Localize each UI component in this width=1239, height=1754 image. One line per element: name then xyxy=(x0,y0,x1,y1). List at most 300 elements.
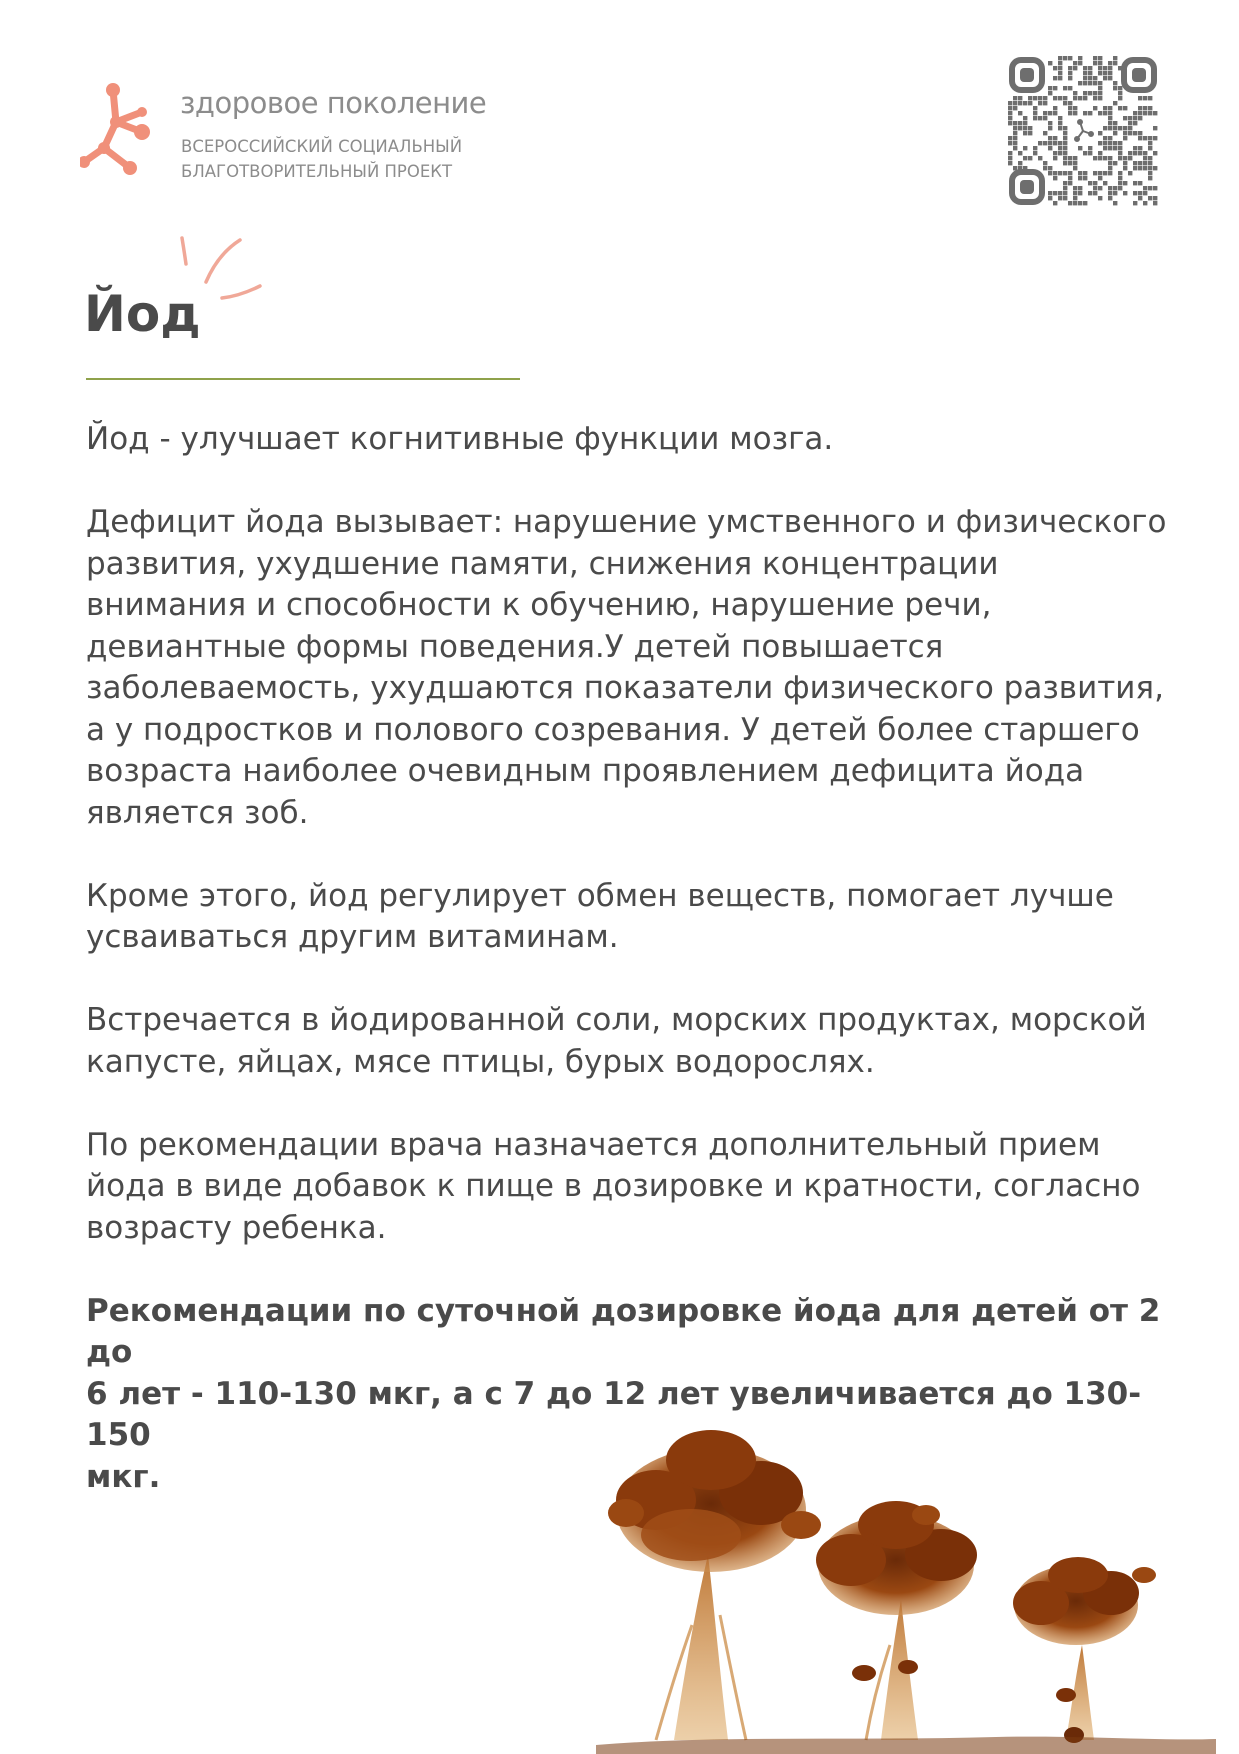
qr-module xyxy=(1098,96,1102,100)
qr-module xyxy=(1093,181,1097,185)
qr-module xyxy=(1118,146,1122,150)
qr-module xyxy=(1073,156,1077,160)
qr-module xyxy=(1118,96,1122,100)
qr-module xyxy=(1068,76,1072,80)
qr-module xyxy=(1108,146,1112,150)
qr-module xyxy=(1048,86,1052,90)
qr-module xyxy=(1073,161,1077,165)
qr-module xyxy=(1093,56,1097,60)
qr-module xyxy=(1113,81,1117,85)
qr-module xyxy=(1058,171,1062,175)
qr-module xyxy=(1053,66,1057,70)
qr-module xyxy=(1118,141,1122,145)
qr-module xyxy=(1113,101,1117,105)
qr-module xyxy=(1063,126,1067,130)
qr-module xyxy=(1043,111,1047,115)
qr-module xyxy=(1138,181,1142,185)
qr-module xyxy=(1053,136,1057,140)
qr-module xyxy=(1113,161,1117,165)
qr-module xyxy=(1133,111,1137,115)
qr-module xyxy=(1108,76,1112,80)
qr-module xyxy=(1023,121,1027,125)
qr-module xyxy=(1048,61,1052,65)
qr-module xyxy=(1108,61,1112,65)
qr-module xyxy=(1038,116,1042,120)
qr-module xyxy=(1093,106,1097,110)
qr-module xyxy=(1148,186,1152,190)
qr-module xyxy=(1068,106,1072,110)
qr-module xyxy=(1083,76,1087,80)
qr-module xyxy=(1088,81,1092,85)
logo-subtitle-line-1: ВСЕРОССИЙСКИЙ СОЦИАЛЬНЫЙ xyxy=(181,137,463,156)
qr-module xyxy=(1148,106,1152,110)
qr-module xyxy=(1063,151,1067,155)
qr-module xyxy=(1078,81,1082,85)
qr-module xyxy=(1048,111,1052,115)
qr-module xyxy=(1053,201,1057,205)
qr-module xyxy=(1098,61,1102,65)
qr-module xyxy=(1088,76,1092,80)
qr-module xyxy=(1093,96,1097,100)
qr-module xyxy=(1098,66,1102,70)
qr-module xyxy=(1023,156,1027,160)
qr-module xyxy=(1068,181,1072,185)
qr-module xyxy=(1118,126,1122,130)
iodine-drops-in-water-icon xyxy=(596,1405,1216,1754)
qr-module xyxy=(1018,101,1022,105)
qr-module xyxy=(1028,101,1032,105)
qr-module xyxy=(1103,106,1107,110)
qr-module xyxy=(1088,191,1092,195)
qr-module xyxy=(1143,106,1147,110)
qr-module xyxy=(1013,101,1017,105)
qr-module xyxy=(1118,106,1122,110)
qr-module xyxy=(1063,161,1067,165)
qr-module xyxy=(1148,166,1152,170)
qr-module xyxy=(1048,121,1052,125)
qr-module xyxy=(1053,86,1057,90)
qr-module xyxy=(1043,161,1047,165)
qr-module xyxy=(1073,111,1077,115)
qr-module xyxy=(1148,156,1152,160)
qr-module xyxy=(1128,126,1132,130)
qr-module xyxy=(1118,176,1122,180)
qr-module xyxy=(1128,131,1132,135)
qr-module xyxy=(1098,196,1102,200)
qr-module xyxy=(1083,151,1087,155)
qr-module xyxy=(1063,141,1067,145)
qr-module xyxy=(1083,171,1087,175)
qr-module xyxy=(1078,191,1082,195)
qr-code-icon[interactable] xyxy=(1008,56,1158,206)
qr-module xyxy=(1153,201,1157,205)
qr-module xyxy=(1018,96,1022,100)
qr-module xyxy=(1058,56,1062,60)
qr-module xyxy=(1023,146,1027,150)
qr-module xyxy=(1013,126,1017,130)
qr-module xyxy=(1068,176,1072,180)
qr-module xyxy=(1028,131,1032,135)
dosage-recommendation: Рекомендации по суточной дозировке йода для детей от 2 до 6 лет - 110-130 мкг, а с 7 до 12 лет увеличивается до 130-150 мкг. xyxy=(86,1292,1161,1495)
qr-module xyxy=(1113,201,1117,205)
qr-module xyxy=(1008,156,1012,160)
qr-module xyxy=(1118,181,1122,185)
qr-module xyxy=(1058,141,1062,145)
qr-module xyxy=(1058,61,1062,65)
qr-module xyxy=(1083,81,1087,85)
qr-module xyxy=(1138,136,1142,140)
qr-module xyxy=(1143,96,1147,100)
title-divider xyxy=(86,378,520,380)
qr-module xyxy=(1143,191,1147,195)
qr-module xyxy=(1138,96,1142,100)
qr-module xyxy=(1043,131,1047,135)
qr-module xyxy=(1043,141,1047,145)
qr-module xyxy=(1098,176,1102,180)
paragraph-sources: Встречается в йодированной соли, морских продуктах, морской капусте, яйцах, мясе птицы, бурых водорослях. xyxy=(86,1002,1147,1080)
qr-module xyxy=(1063,191,1067,195)
qr-module xyxy=(1093,186,1097,190)
qr-module xyxy=(1053,141,1057,145)
qr-module xyxy=(1033,116,1037,120)
qr-module xyxy=(1153,186,1157,190)
qr-module xyxy=(1053,191,1057,195)
qr-module xyxy=(1078,96,1082,100)
qr-module xyxy=(1073,61,1077,65)
qr-module xyxy=(1133,191,1137,195)
qr-module xyxy=(1063,96,1067,100)
qr-module xyxy=(1138,166,1142,170)
qr-module xyxy=(1083,96,1087,100)
qr-module xyxy=(1133,151,1137,155)
qr-module xyxy=(1108,186,1112,190)
qr-module xyxy=(1123,136,1127,140)
qr-module xyxy=(1068,156,1072,160)
qr-module xyxy=(1093,156,1097,160)
qr-module xyxy=(1103,146,1107,150)
qr-module xyxy=(1088,66,1092,70)
qr-module xyxy=(1113,86,1117,90)
qr-module xyxy=(1023,101,1027,105)
qr-module xyxy=(1148,196,1152,200)
qr-module xyxy=(1038,141,1042,145)
qr-module xyxy=(1078,146,1082,150)
qr-module xyxy=(1093,61,1097,65)
qr-module xyxy=(1018,111,1022,115)
qr-module xyxy=(1148,176,1152,180)
qr-module xyxy=(1043,116,1047,120)
qr-module xyxy=(1073,201,1077,205)
qr-module xyxy=(1148,146,1152,150)
qr-module xyxy=(1068,66,1072,70)
qr-module xyxy=(1098,151,1102,155)
qr-module xyxy=(1093,76,1097,80)
logo-project-name: здоровое поколение xyxy=(180,86,487,120)
qr-module xyxy=(1028,96,1032,100)
paragraph-supplement: По рекомендации врача назначается дополнительный прием йода в виде добавок к пище в дозировке и кратности, согласно возрасту ребенка. xyxy=(86,1126,1141,1246)
qr-module xyxy=(1008,111,1012,115)
qr-module xyxy=(1118,171,1122,175)
qr-module xyxy=(1113,146,1117,150)
qr-module xyxy=(1138,146,1142,150)
qr-module xyxy=(1148,136,1152,140)
qr-module xyxy=(1033,111,1037,115)
qr-module xyxy=(1053,96,1057,100)
qr-module xyxy=(1093,191,1097,195)
paragraph-deficiency: Дефицит йода вызывает: нарушение умственного и физического развития, ухудшение памяти, снижения концентрации внимания и способности к обучению, нарушение речи, девиантные формы поведения.У детей повышается заболеваемость, ухудшаются показатели физического развития, а у подростков и полового созревания. У детей более старшего возраста наиболее очевидным проявлением дефицита йода является зоб. xyxy=(86,504,1167,831)
qr-module xyxy=(1033,96,1037,100)
qr-module xyxy=(1098,71,1102,75)
qr-module xyxy=(1103,141,1107,145)
qr-module xyxy=(1048,196,1052,200)
paragraph-intro: Йод - улучшает когнитивные функции мозга. xyxy=(86,421,834,457)
qr-module xyxy=(1143,186,1147,190)
qr-module xyxy=(1103,76,1107,80)
qr-module xyxy=(1043,166,1047,170)
qr-module xyxy=(1033,106,1037,110)
qr-module xyxy=(1113,191,1117,195)
qr-module xyxy=(1138,196,1142,200)
qr-module xyxy=(1108,161,1112,165)
qr-module xyxy=(1103,71,1107,75)
qr-module xyxy=(1048,91,1052,95)
qr-module xyxy=(1013,121,1017,125)
qr-module xyxy=(1103,171,1107,175)
qr-module xyxy=(1063,196,1067,200)
qr-module xyxy=(1103,111,1107,115)
qr-module xyxy=(1153,196,1157,200)
qr-module xyxy=(1128,156,1132,160)
qr-module xyxy=(1133,146,1137,150)
qr-module xyxy=(1068,111,1072,115)
qr-module xyxy=(1148,96,1152,100)
qr-module xyxy=(1128,151,1132,155)
qr-module xyxy=(1108,196,1112,200)
qr-module xyxy=(1073,106,1077,110)
qr-module xyxy=(1023,131,1027,135)
qr-module xyxy=(1113,61,1117,65)
qr-module xyxy=(1018,161,1022,165)
qr-module xyxy=(1008,161,1012,165)
qr-module xyxy=(1013,141,1017,145)
qr-module xyxy=(1098,131,1102,135)
qr-module xyxy=(1058,66,1062,70)
qr-module xyxy=(1143,156,1147,160)
qr-module xyxy=(1053,151,1057,155)
qr-module xyxy=(1063,156,1067,160)
qr-module xyxy=(1048,166,1052,170)
qr-module xyxy=(1123,191,1127,195)
qr-module xyxy=(1013,146,1017,150)
qr-module xyxy=(1063,146,1067,150)
qr-module xyxy=(1108,106,1112,110)
qr-module xyxy=(1113,186,1117,190)
qr-module xyxy=(1058,146,1062,150)
qr-module xyxy=(1048,191,1052,195)
qr-module xyxy=(1138,106,1142,110)
qr-module xyxy=(1133,181,1137,185)
qr-module xyxy=(1118,151,1122,155)
qr-module xyxy=(1073,191,1077,195)
page-title: Йод xyxy=(84,285,201,343)
qr-module xyxy=(1133,166,1137,170)
qr-module xyxy=(1068,171,1072,175)
qr-module xyxy=(1103,136,1107,140)
qr-module xyxy=(1098,111,1102,115)
molecule-logo-icon xyxy=(80,82,160,182)
qr-module xyxy=(1028,126,1032,130)
qr-module xyxy=(1098,141,1102,145)
qr-module xyxy=(1138,116,1142,120)
qr-module xyxy=(1068,86,1072,90)
qr-module xyxy=(1113,56,1117,60)
qr-module xyxy=(1128,121,1132,125)
qr-module xyxy=(1018,121,1022,125)
qr-module xyxy=(1128,171,1132,175)
qr-module xyxy=(1058,151,1062,155)
qr-module xyxy=(1143,201,1147,205)
qr-module xyxy=(1123,166,1127,170)
qr-module xyxy=(1088,151,1092,155)
qr-module xyxy=(1123,181,1127,185)
qr-module xyxy=(1073,186,1077,190)
qr-module xyxy=(1113,121,1117,125)
qr-module xyxy=(1063,136,1067,140)
qr-module xyxy=(1093,91,1097,95)
qr-module xyxy=(1073,91,1077,95)
qr-module xyxy=(1108,141,1112,145)
qr-module xyxy=(1078,171,1082,175)
qr-module xyxy=(1138,161,1142,165)
qr-module xyxy=(1108,136,1112,140)
qr-module xyxy=(1033,151,1037,155)
qr-module xyxy=(1123,106,1127,110)
qr-module xyxy=(1018,151,1022,155)
qr-module xyxy=(1098,56,1102,60)
qr-module xyxy=(1088,71,1092,75)
qr-module xyxy=(1038,101,1042,105)
qr-module xyxy=(1078,186,1082,190)
qr-module xyxy=(1008,151,1012,155)
qr-module xyxy=(1118,86,1122,90)
qr-module xyxy=(1058,116,1062,120)
qr-module xyxy=(1063,186,1067,190)
qr-module xyxy=(1153,166,1157,170)
qr-module xyxy=(1068,71,1072,75)
qr-module xyxy=(1108,111,1112,115)
qr-module xyxy=(1078,61,1082,65)
qr-module xyxy=(1133,131,1137,135)
paragraph-metabolism: Кроме этого, йод регулирует обмен веществ, помогает лучше усваиваться другим витаминам. xyxy=(86,877,1114,955)
qr-module xyxy=(1053,76,1057,80)
logo-subtitle-line-2: БЛАГОТВОРИТЕЛЬНЫЙ ПРОЕКТ xyxy=(181,162,453,181)
qr-module xyxy=(1038,156,1042,160)
qr-module xyxy=(1143,136,1147,140)
qr-module xyxy=(1108,71,1112,75)
qr-module xyxy=(1068,56,1072,60)
qr-module xyxy=(1153,111,1157,115)
qr-module xyxy=(1123,116,1127,120)
qr-module xyxy=(1153,136,1157,140)
qr-module xyxy=(1083,91,1087,95)
qr-module xyxy=(1043,96,1047,100)
qr-module xyxy=(1103,66,1107,70)
qr-module xyxy=(1063,56,1067,60)
qr-module xyxy=(1068,201,1072,205)
qr-module xyxy=(1138,151,1142,155)
logo-project-subtitle xyxy=(181,134,462,184)
qr-module xyxy=(1098,91,1102,95)
qr-module xyxy=(1073,196,1077,200)
qr-module xyxy=(1063,86,1067,90)
qr-module xyxy=(1038,96,1042,100)
qr-module xyxy=(1123,126,1127,130)
qr-module xyxy=(1008,121,1012,125)
qr-module xyxy=(1033,146,1037,150)
qr-module xyxy=(1118,91,1122,95)
qr-module xyxy=(1133,116,1137,120)
qr-module xyxy=(1123,156,1127,160)
qr-module xyxy=(1053,176,1057,180)
qr-module xyxy=(1133,201,1137,205)
qr-module xyxy=(1078,176,1082,180)
qr-module xyxy=(1148,111,1152,115)
qr-module xyxy=(1133,121,1137,125)
qr-module xyxy=(1093,171,1097,175)
qr-module xyxy=(1153,126,1157,130)
qr-module xyxy=(1083,111,1087,115)
qr-module xyxy=(1008,106,1012,110)
qr-module xyxy=(1088,111,1092,115)
qr-module xyxy=(1008,141,1012,145)
qr-module xyxy=(1073,166,1077,170)
qr-module xyxy=(1028,156,1032,160)
qr-module xyxy=(1103,156,1107,160)
qr-module xyxy=(1118,186,1122,190)
qr-module xyxy=(1108,126,1112,130)
qr-module xyxy=(1068,161,1072,165)
qr-module xyxy=(1113,131,1117,135)
qr-module xyxy=(1058,191,1062,195)
qr-module xyxy=(1058,126,1062,130)
qr-module xyxy=(1143,161,1147,165)
qr-module xyxy=(1053,171,1057,175)
qr-module xyxy=(1008,101,1012,105)
qr-module xyxy=(1098,156,1102,160)
qr-module xyxy=(1108,121,1112,125)
qr-module xyxy=(1013,136,1017,140)
qr-module xyxy=(1008,116,1012,120)
qr-module xyxy=(1128,116,1132,120)
qr-module xyxy=(1078,201,1082,205)
qr-module xyxy=(1103,181,1107,185)
qr-module xyxy=(1123,161,1127,165)
qr-module xyxy=(1013,96,1017,100)
qr-module xyxy=(1133,161,1137,165)
qr-module xyxy=(1018,126,1022,130)
qr-module xyxy=(1083,201,1087,205)
qr-module xyxy=(1123,131,1127,135)
qr-module xyxy=(1043,101,1047,105)
qr-module xyxy=(1143,111,1147,115)
qr-module xyxy=(1143,166,1147,170)
qr-module xyxy=(1113,126,1117,130)
qr-module xyxy=(1063,131,1067,135)
qr-module xyxy=(1108,66,1112,70)
qr-module xyxy=(1143,151,1147,155)
qr-module xyxy=(1098,186,1102,190)
qr-module xyxy=(1108,171,1112,175)
